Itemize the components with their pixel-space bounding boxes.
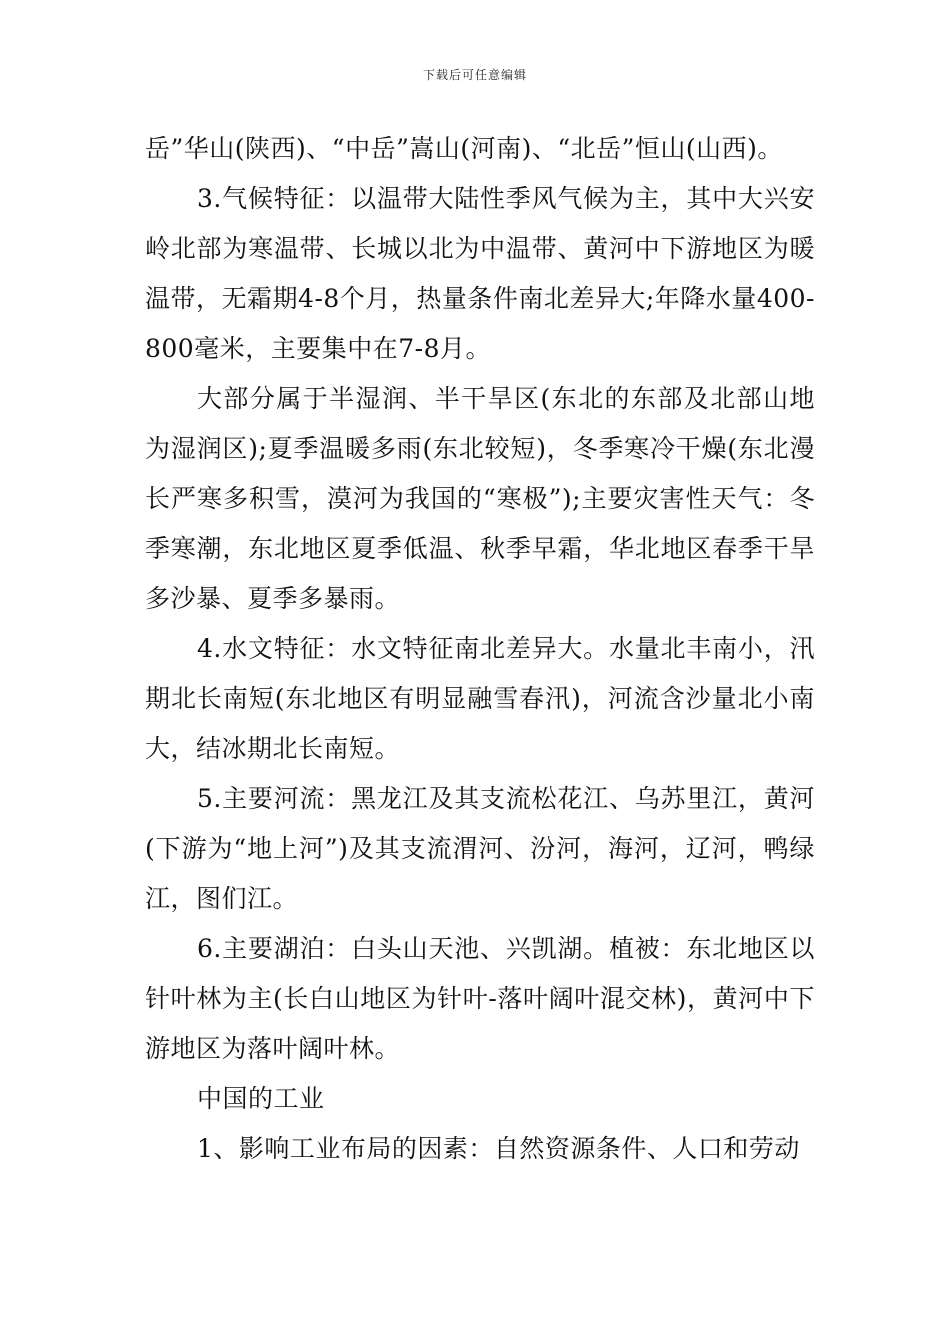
paragraph-climate: 3.气候特征：以温带大陆性季风气候为主，其中大兴安岭北部为寒温带、长城以北为中温带、黄河中下游地区为暖温带，无霜期4-8个月，热量条件南北差异大;年降水量400-800毫米，主要集中在7-8月。 <box>145 184 815 363</box>
page-header-note: 下载后可任意编辑 <box>422 68 527 82</box>
paragraph-rivers: 5.主要河流：黑龙江及其支流松花江、乌苏里江，黄河(下游为“地上河”)及其支流渭河、汾河，海河，辽河，鸭绿江，图们江。 <box>145 784 815 913</box>
paragraph-humidity-weather: 大部分属于半湿润、半干旱区(东北的东部及北部山地为湿润区);夏季温暖多雨(东北较短)，冬季寒冷干燥(东北漫长严寒多积雪，漠河为我国的“寒极”);主要灾害性天气：冬季寒潮，东北地区夏季低温、秋季早霜，华北地区春季干旱多沙暴、夏季多暴雨。 <box>145 384 815 613</box>
document-body <box>145 124 815 1174</box>
section-heading-industry: 中国的工业 <box>197 1084 325 1113</box>
paragraph-lakes-vegetation: 6.主要湖泊：白头山天池、兴凯湖。植被：东北地区以针叶林为主(长白山地区为针叶-落叶阔叶混交林)，黄河中下游地区为落叶阔叶林。 <box>145 934 815 1063</box>
paragraph-hydrology: 4.水文特征：水文特征南北差异大。水量北丰南小，汛期北长南短(东北地区有明显融雪春汛)，河流含沙量北小南大，结冰期北长南短。 <box>145 634 815 763</box>
paragraph-mountains-continued: 岳”华山(陕西)、“中岳”嵩山(河南)、“北岳”恒山(山西)。 <box>145 134 783 163</box>
paragraph-industry-factors: 1、影响工业布局的因素：自然资源条件、人口和劳动 <box>197 1134 800 1163</box>
